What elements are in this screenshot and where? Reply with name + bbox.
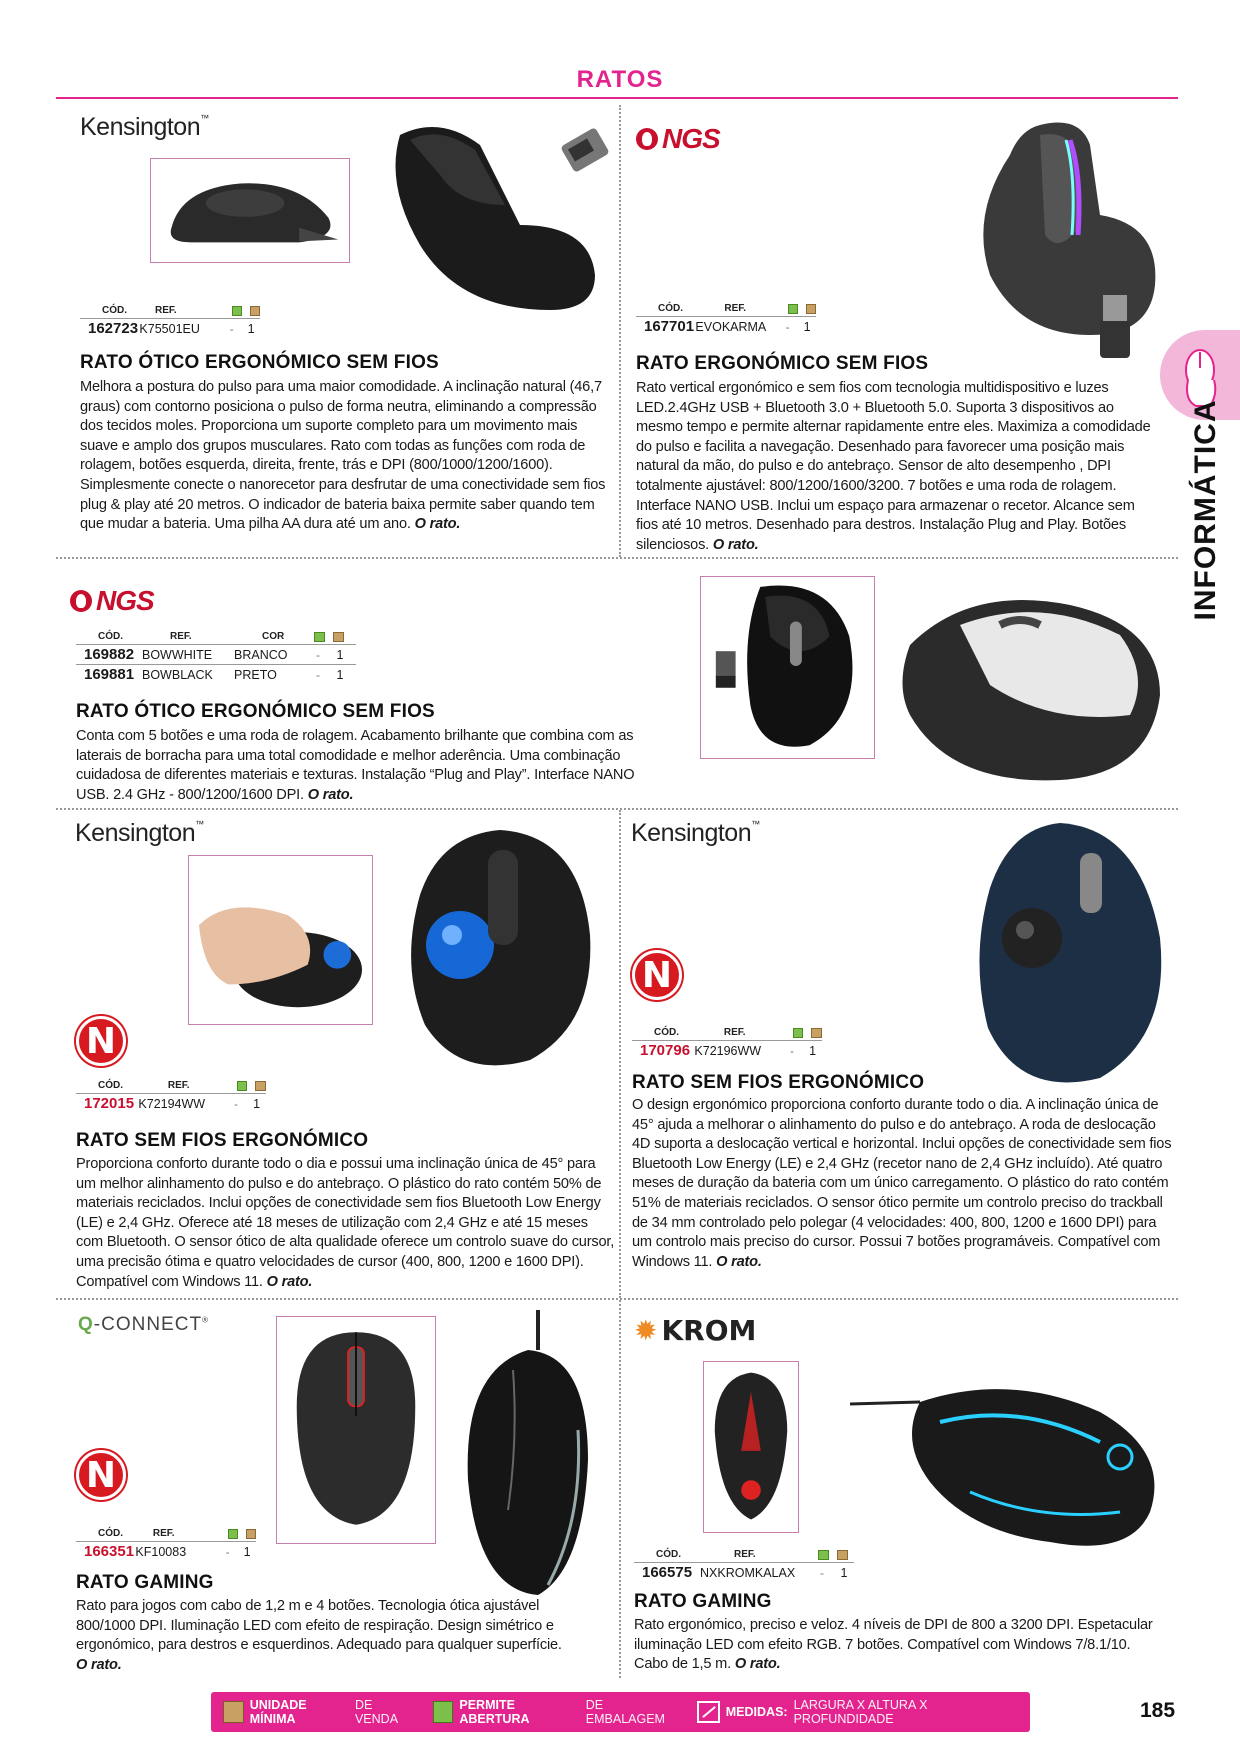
legend-measures: MEDIDAS: LARGURA X ALTURA X PROFUNDIDADE [697, 1698, 1012, 1726]
table-row: 162723 K75501EU - 1 [80, 318, 260, 338]
product-title: RATO ÓTICO ERGONÓMICO SEM FIOS [76, 701, 435, 722]
table-row: 169881 BOWBLACK PRETO - 1 [76, 664, 356, 684]
product-photo [970, 115, 1170, 370]
box-icon [837, 1550, 848, 1560]
open-pack-icon [433, 1701, 454, 1723]
product-codes: CÓD. REF. 170796 K72196WW - 1 [632, 1022, 822, 1060]
divider [56, 1298, 1178, 1300]
product-photo [890, 585, 1170, 795]
open-pack-icon [237, 1081, 248, 1091]
box-icon [246, 1529, 256, 1539]
krom-rgb-mouse-image [850, 1362, 1170, 1562]
box-icon [806, 304, 816, 314]
product-codes: CÓD. REF. 166351 KF10083 - 1 [76, 1523, 256, 1561]
product-description: Conta com 5 botões e uma roda de rolagem. Acabamento brilhante que combina com as laterais de borracha para uma total comodidade e melhor aderência. Uma combinação cuidadosa de diferentes materiais e texturas. Instalação “Plug and Play”. Interface NANO USB. 2.4 GHz - 800/1200/1600 DPI. O rato. [76, 728, 635, 803]
product-photo [380, 115, 620, 315]
new-badge: N [76, 1450, 126, 1500]
product-title: RATO GAMING [76, 1572, 214, 1593]
product-codes: CÓD. REF. 166575 NXKROMKALAX - 1 [634, 1544, 854, 1582]
brand-logo-kensington: Kensington™ [75, 819, 204, 847]
product-title: RATO ÓTICO ERGONÓMICO SEM FIOS [80, 352, 439, 373]
gaming-mouse-top-image [277, 1317, 435, 1543]
product-title: RATO ERGONÓMICO SEM FIOS [636, 353, 929, 374]
brand-logo-qconnect: Q-CONNECT® [78, 1314, 209, 1335]
legend-open-pack: PERMITE ABERTURA DE EMBALAGEM [433, 1698, 680, 1726]
brand-logo-kensington: Kensington™ [80, 113, 209, 141]
product-photo [970, 818, 1170, 1093]
product-photo [850, 1362, 1170, 1562]
legend-bar [211, 1692, 1030, 1732]
product-photo [458, 1310, 598, 1605]
product-thumbnail[interactable] [150, 158, 350, 263]
table-row: 167701 EVOKARMA - 1 [636, 316, 816, 336]
navy-trackball-mouse-image [970, 818, 1170, 1093]
black-mouse-image [701, 577, 874, 758]
product-codes: CÓD. REF. 172015 K72194WW - 1 [76, 1075, 266, 1113]
divider [56, 557, 1178, 559]
legend-min-unit: UNIDADE MÍNIMA DE VENDA [223, 1698, 415, 1726]
product-title: RATO SEM FIOS ERGONÓMICO [632, 1072, 925, 1093]
vertical-mouse-image [380, 115, 620, 315]
hand-on-trackball-image [189, 856, 372, 1024]
product-photo [400, 825, 600, 1075]
title-rule [56, 97, 1178, 99]
trackball-mouse-image [400, 825, 600, 1075]
table-row: 170796 K72196WW - 1 [632, 1040, 822, 1060]
product-codes: CÓD. REF. 167701 EVOKARMA - 1 [636, 298, 816, 336]
white-mouse-image [890, 585, 1170, 795]
open-pack-icon [818, 1550, 829, 1560]
product-description: Rato vertical ergonómico e sem fios com tecnologia multidispositivo e luzes LED.2.4GHz USB + Bluetooth 3.0 + Bluetooth 5.0. Suporta 3 dispositivos ao mesmo tempo e permite alternar rapidamente entre eles. Maximiza a comodidade do pulso e facilita a navegação. Desenhado para favorecer uma posição mais natural da mão, do pulso e do antebraço. Sensor de alto desempenho , DPI totalmente ajustável: 800/1200/1600/3200. 7 botões e uma roda de rolagem. Interface NANO USB. Inclui um espaço para armazenar o recetor. Alcance sem fios até 10 metros. Desenhado para destros. Instalação Plug and Play. Botões silenciosos. O rato. [636, 380, 1151, 553]
box-icon [811, 1028, 822, 1038]
vertical-mouse-led-image [970, 115, 1170, 370]
open-pack-icon [788, 304, 798, 314]
table-row: 172015 K72194WW - 1 [76, 1093, 266, 1113]
product-codes: CÓD. REF. 162723 K75501EU - 1 [80, 300, 260, 338]
product-thumbnail[interactable] [703, 1361, 799, 1533]
product-description: Rato para jogos com cabo de 1,2 m e 4 botões. Tecnologia ótica ajustável 800/1000 DPI. Iluminação LED com efeito de respiração. Design simétrico e ergonómico, para destros e esquerdinos. Adequado para qualquer superfície. O rato. [76, 1598, 562, 1673]
table-row: 169882 BOWWHITE BRANCO - 1 [76, 644, 356, 664]
mouse-side-image [151, 159, 349, 262]
product-thumbnail[interactable] [188, 855, 373, 1025]
box-icon [333, 632, 344, 642]
krom-logo-icon: ✹ [634, 1314, 658, 1347]
page-number: 185 [1140, 1699, 1176, 1722]
krom-mouse-top-image [704, 1362, 798, 1532]
table-row: 166351 KF10083 - 1 [76, 1541, 256, 1561]
open-pack-icon [232, 306, 242, 316]
box-icon [223, 1701, 244, 1723]
product-thumbnail[interactable] [276, 1316, 436, 1544]
divider [619, 810, 621, 1298]
product-description: O design ergonómico proporciona conforto durante todo o dia. A inclinação única de 45° ajuda a melhorar o alinhamento do pulso e do antebraço. A roda de deslocação 4D suporta a deslocação vertical e horizontal. Inclui opções de conectividade sem fios Bluetooth Low Energy (LE) e 2,4 GHz (recetor nano de 2,4 GHz incluído). Até quatro meses de duração da bateria com um único carregamento. O plástico do rato contém 51% de materiais reciclados. O sensor ótico permite um controlo preciso do trackball de 34 mm controlado pelo polegar (4 velocidades: 400, 800, 1200 e 1600 DPI) para um controlo mais preciso do cursor. Possui 7 botões programáveis. Compatível com Windows 11. O rato. [632, 1097, 1172, 1270]
product-thumbnail[interactable] [700, 576, 875, 759]
brand-logo-kensington: Kensington™ [631, 819, 760, 847]
box-icon [250, 306, 260, 316]
category-tab[interactable]: INFORMÁTICA [1189, 399, 1222, 621]
new-badge: N [632, 950, 682, 1000]
brand-logo-krom: ✹ KROM [634, 1314, 757, 1347]
product-title: RATO SEM FIOS ERGONÓMICO [76, 1130, 369, 1151]
measure-icon [697, 1701, 719, 1723]
ngs-logo-icon [70, 590, 92, 612]
divider [56, 808, 1178, 810]
open-pack-icon [228, 1529, 238, 1539]
divider [619, 1300, 621, 1678]
product-description: Rato ergonómico, preciso e veloz. 4 níveis de DPI de 800 a 3200 DPI. Espetacular iluminação LED com efeito RGB. 7 botões. Compatível com Windows 7/8.1/10. Cabo de 1,5 m. O rato. [634, 1617, 1153, 1673]
product-codes: CÓD. REF. COR 169882 BOWWHITE BRANCO - 1 169881 BOWBLACK PRETO - 1 [76, 626, 356, 684]
brand-logo-ngs: NGS [70, 585, 154, 617]
open-pack-icon [314, 632, 325, 642]
table-row: 166575 NXKROMKALAX - 1 [634, 1562, 854, 1582]
product-description: Melhora a postura do pulso para uma maior comodidade. A inclinação natural (46,7 graus) com contorno posiciona o pulso de forma neutra, eliminando a compressão dos tecidos moles. Proporciona um suporte completo para um movimento mais suave e amplo dos grupos musculares. Rato com todas as funções com roda de rolagem, botões esquerda, direita, frente, trás e DPI (800/1000/1200/1600). Simplesmente conecte o nanorecetor para desfrutar de uma conectividade sem fios plug & play até 20 metros. O indicador de bateria baixa permite saber quando tem que mudar a bateria. Uma pilha AA dura até um ano. O rato. [80, 379, 606, 533]
product-description: Proporciona conforto durante todo o dia e possui uma inclinação única de 45° para um melhor alinhamento do pulso e do antebraço. O plástico do rato contém 50% de materiais reciclados. Inclui opções de conectividade sem fios Bluetooth Low Energy (LE) e 2,4 GHz. Oferece até 18 meses de utilização com 2,4 GHz e até 15 meses com Bluetooth. O sensor ótico de alta qualidade oferece um controlo suave do cursor, uma precisão ótima e quatro velocidades de cursor (400, 800, 1200 e 1600 DPI). Compatível com Windows 11. O rato. [76, 1156, 615, 1290]
section-title: RATOS [576, 66, 664, 93]
new-badge: N [76, 1016, 126, 1066]
open-pack-icon [793, 1028, 804, 1038]
ngs-logo-icon [636, 128, 658, 150]
gaming-mouse-side-image [458, 1310, 598, 1605]
product-title: RATO GAMING [634, 1591, 772, 1612]
brand-logo-ngs: NGS [636, 123, 720, 155]
box-icon [255, 1081, 266, 1091]
